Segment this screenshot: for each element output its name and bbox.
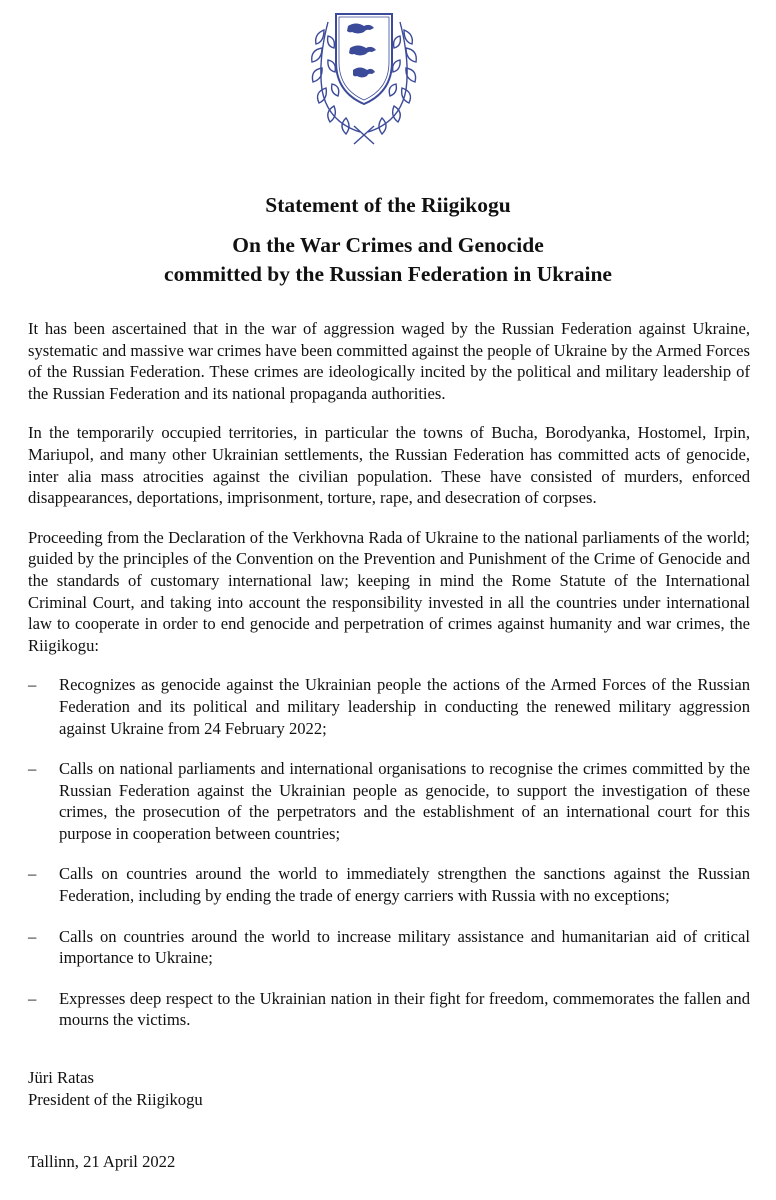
- list-marker: –: [28, 864, 37, 884]
- list-item: [28, 758, 750, 844]
- list-item: [28, 674, 750, 739]
- list-item-text: Calls on countries around the world to increase military assistance and humanitarian aid of critical importance to Ukraine;: [59, 926, 750, 968]
- list-marker: –: [28, 675, 37, 695]
- list-item-text: Calls on countries around the world to immediately strengthen the sanctions against the Russian Federation, including by ending the trade of energy carriers with Russia with no exceptions;: [59, 864, 750, 906]
- list-marker: –: [28, 988, 37, 1008]
- statement-subtitle-line-1: On the War Crimes and Genocide: [232, 233, 544, 257]
- list-marker: –: [28, 926, 37, 946]
- list-item: [28, 863, 750, 906]
- statement-subtitle-line-2: committed by the Russian Federation in Ukraine: [164, 262, 612, 286]
- list-item-text: Calls on national parliaments and international organisations to recognise the crimes committed by the Russian Federation against the Ukrainian people as genocide, to support the investigation of these crimes, the prosecution of the perpetrators and the establishment of an international court for this purpose in cooperation between countries;: [59, 759, 750, 843]
- paragraph: In the temporarily occupied territories, in particular the towns of Bucha, Borodyanka, Hostomel, Irpin, Mariupol, and many other Ukrainian settlements, the Russian Federation has committed acts of genocide, inter alia mass atrocities against the civilian population. These have consisted of murders, enforced disappearances, deportations, imprisonment, torture, rape, and desecration of corpses.: [28, 423, 750, 508]
- list-item-text: Expresses deep respect to the Ukrainian nation in their fight for freedom, commemorates the fallen and mourns the victims.: [59, 988, 750, 1030]
- estonian-coat-of-arms-icon: [298, 0, 430, 150]
- signature-block: [28, 1067, 750, 1110]
- list-item: [28, 926, 750, 969]
- paragraph: Proceeding from the Declaration of the Verkhovna Rada of Ukraine to the national parliaments of the world; guided by the principles of the Convention on the Prevention and Punishment of the Crime of Genocide and the standards of customary international law; keeping in mind the Rome Statute of the International Criminal Court, and taking into account the responsibility invested in all the countries under international law to cooperate in order to end genocide and perpetration of crimes against humanity and war crimes, the Riigikogu:: [28, 527, 750, 655]
- signatory-position: President of the Riigikogu: [28, 1089, 203, 1109]
- place-and-date: Tallinn, 21 April 2022: [28, 1152, 176, 1172]
- signatory-name: Jüri Ratas: [28, 1068, 94, 1088]
- list-item-text: Recognizes as genocide against the Ukrainian people the actions of the Armed Forces of the Russian Federation and its political and military leadership in conducting the renewed military aggression against Ukraine from 24 February 2022;: [59, 675, 750, 738]
- resolution-list: [28, 674, 750, 1031]
- statement-title: Statement of the Riigikogu: [265, 193, 511, 217]
- list-marker: –: [28, 759, 37, 779]
- statement-body: [28, 318, 750, 1173]
- paragraph: It has been ascertained that in the war of aggression waged by the Russian Federation against Ukraine, systematic and massive war crimes have been committed against the people of Ukraine by the Armed Forces of the Russian Federation. These crimes are ideologically incited by the political and military leadership of the Russian Federation and its national propaganda authorities.: [28, 319, 750, 403]
- list-item: [28, 988, 750, 1031]
